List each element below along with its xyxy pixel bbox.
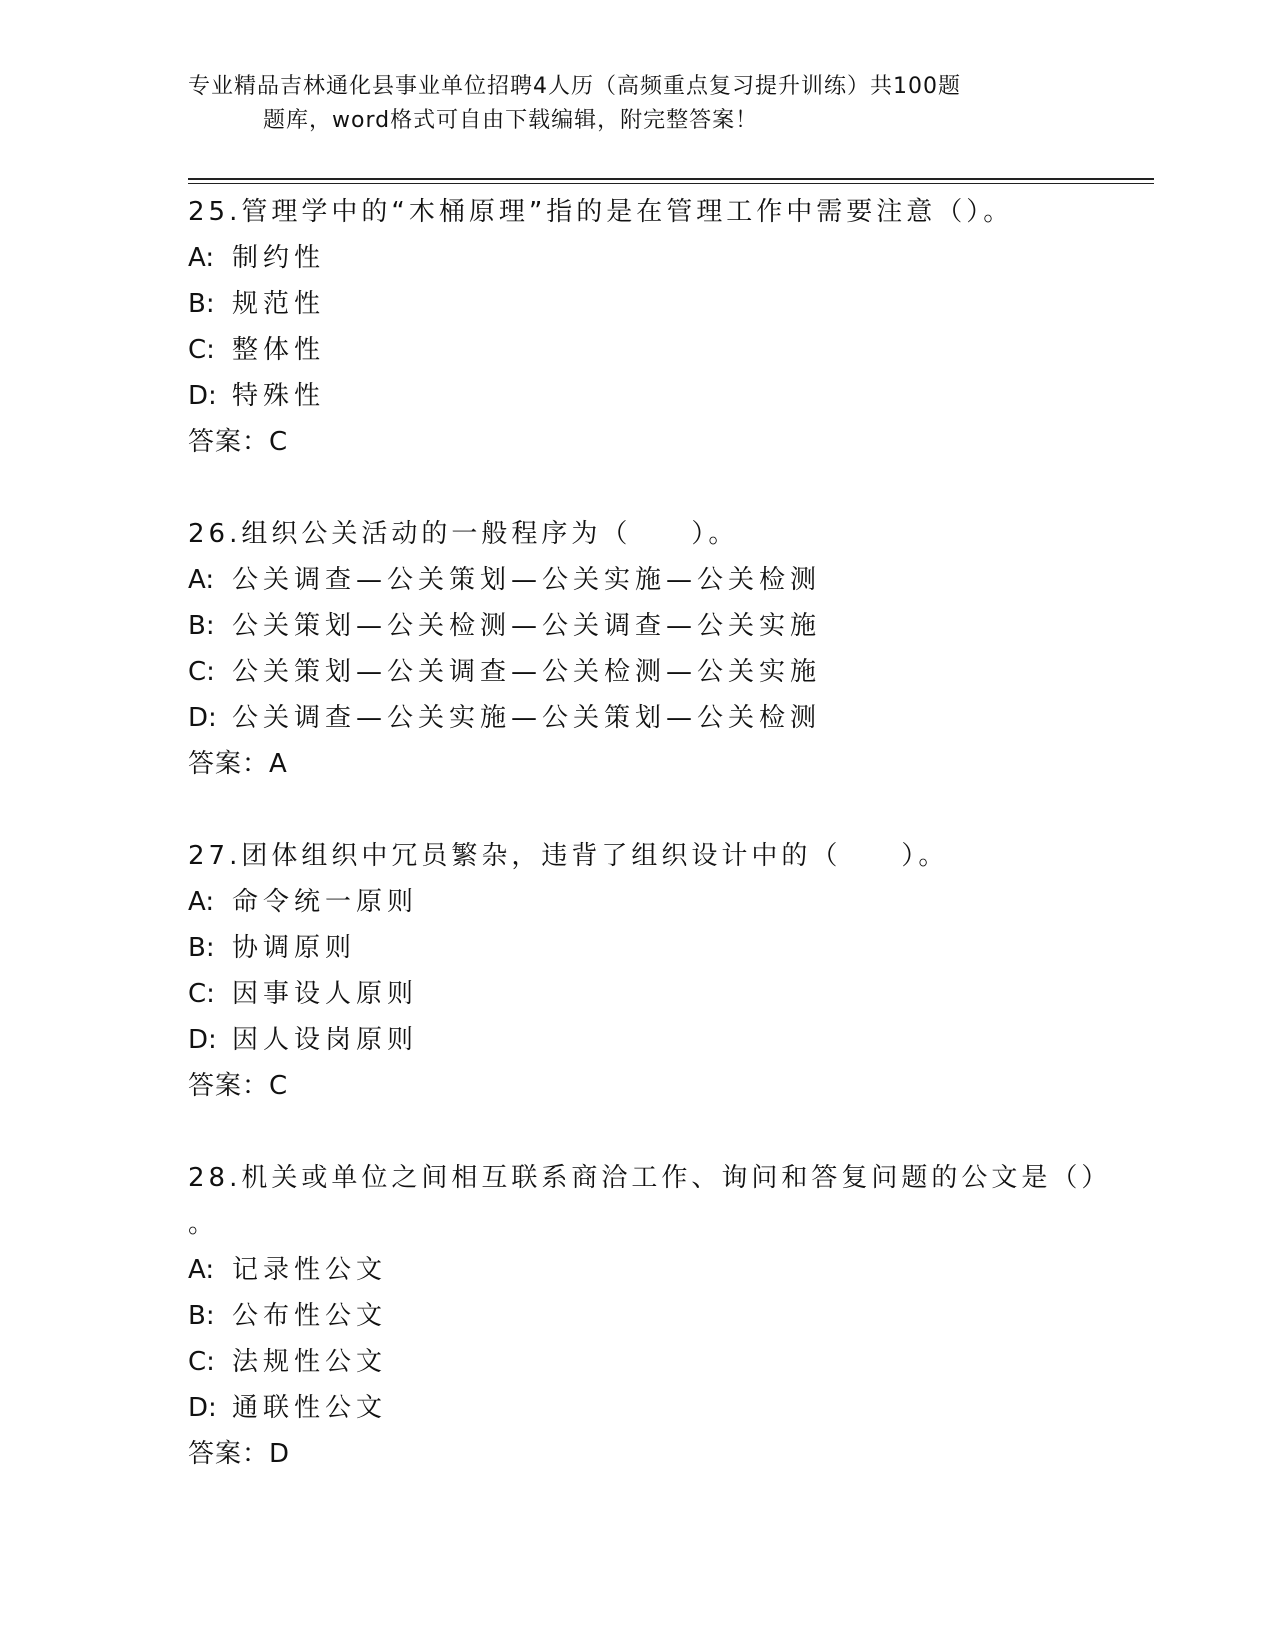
question-text: 27.团体组织中冗员繁杂，违背了组织设计中的（ ）。 <box>188 841 949 871</box>
option-key: C: <box>188 1347 215 1377</box>
option-key: A: <box>188 565 215 595</box>
option-key: B: <box>188 611 215 641</box>
answer-line: 答案：D <box>188 1439 291 1469</box>
option-text: 规范性 <box>232 289 326 319</box>
option-text: 协调原则 <box>232 933 357 963</box>
option-text: 整体性 <box>232 335 326 365</box>
option-b <box>188 1293 1148 1339</box>
option-c <box>188 327 1148 373</box>
option-key: D: <box>188 381 217 411</box>
option-text: 特殊性 <box>232 381 326 411</box>
question-text: 26.组织公关活动的一般程序为（ ）。 <box>188 519 739 549</box>
option-d <box>188 1017 1148 1063</box>
option-b <box>188 925 1148 971</box>
option-text: 公布性公文 <box>232 1301 388 1331</box>
option-key: B: <box>188 1301 215 1331</box>
option-key: A: <box>188 1255 215 1285</box>
option-text: 命令统一原则 <box>232 887 419 917</box>
option-key: D: <box>188 1025 217 1055</box>
option-text: 因事设人原则 <box>232 979 419 1009</box>
option-text: 法规性公文 <box>232 1347 388 1377</box>
question-26 <box>188 511 1148 787</box>
option-text: 记录性公文 <box>232 1255 388 1285</box>
option-key: B: <box>188 933 215 963</box>
option-text: 制约性 <box>232 243 326 273</box>
question-25 <box>188 189 1148 465</box>
answer-line: 答案：C <box>188 1071 289 1101</box>
document-header <box>188 70 1068 138</box>
question-text-continuation: 。 <box>188 1209 219 1239</box>
option-text: 公关策划—公关调查—公关检测—公关实施 <box>232 657 822 687</box>
answer-line: 答案：C <box>188 427 289 457</box>
header-line-1: 专业精品吉林通化县事业单位招聘4人历（高频重点复习提升训练）共100题 <box>188 74 961 99</box>
question-28 <box>188 1155 1148 1477</box>
option-b <box>188 603 1148 649</box>
option-key: B: <box>188 289 215 319</box>
option-key: D: <box>188 1393 217 1423</box>
option-text: 公关调查—公关策划—公关实施—公关检测 <box>232 565 822 595</box>
answer-line: 答案：A <box>188 749 288 779</box>
header-rule-thin <box>188 183 1154 184</box>
question-text: 28.机关或单位之间相互联系商洽工作、询问和答复问题的公文是（） <box>188 1163 1112 1193</box>
option-c <box>188 649 1148 695</box>
question-list <box>188 189 1148 1477</box>
option-c <box>188 971 1148 1017</box>
option-key: C: <box>188 979 215 1009</box>
option-key: A: <box>188 887 215 917</box>
option-text: 公关策划—公关检测—公关调查—公关实施 <box>232 611 822 641</box>
question-text: 25.管理学中的“木桶原理”指的是在管理工作中需要注意（）。 <box>188 197 1014 227</box>
option-a <box>188 235 1148 281</box>
option-d <box>188 1385 1148 1431</box>
option-a <box>188 557 1148 603</box>
option-a <box>188 1247 1148 1293</box>
option-key: C: <box>188 335 215 365</box>
option-text: 公关调查—公关实施—公关策划—公关检测 <box>232 703 822 733</box>
option-c <box>188 1339 1148 1385</box>
header-line-2: 题库，word格式可自由下载编辑，附完整答案！ <box>263 108 759 133</box>
option-d <box>188 695 1148 741</box>
option-key: D: <box>188 703 217 733</box>
header-rule-thick <box>188 178 1154 180</box>
option-d <box>188 373 1148 419</box>
option-a <box>188 879 1148 925</box>
option-text: 通联性公文 <box>232 1393 388 1423</box>
option-key: C: <box>188 657 215 687</box>
question-27 <box>188 833 1148 1109</box>
option-key: A: <box>188 243 215 273</box>
option-b <box>188 281 1148 327</box>
option-text: 因人设岗原则 <box>232 1025 419 1055</box>
